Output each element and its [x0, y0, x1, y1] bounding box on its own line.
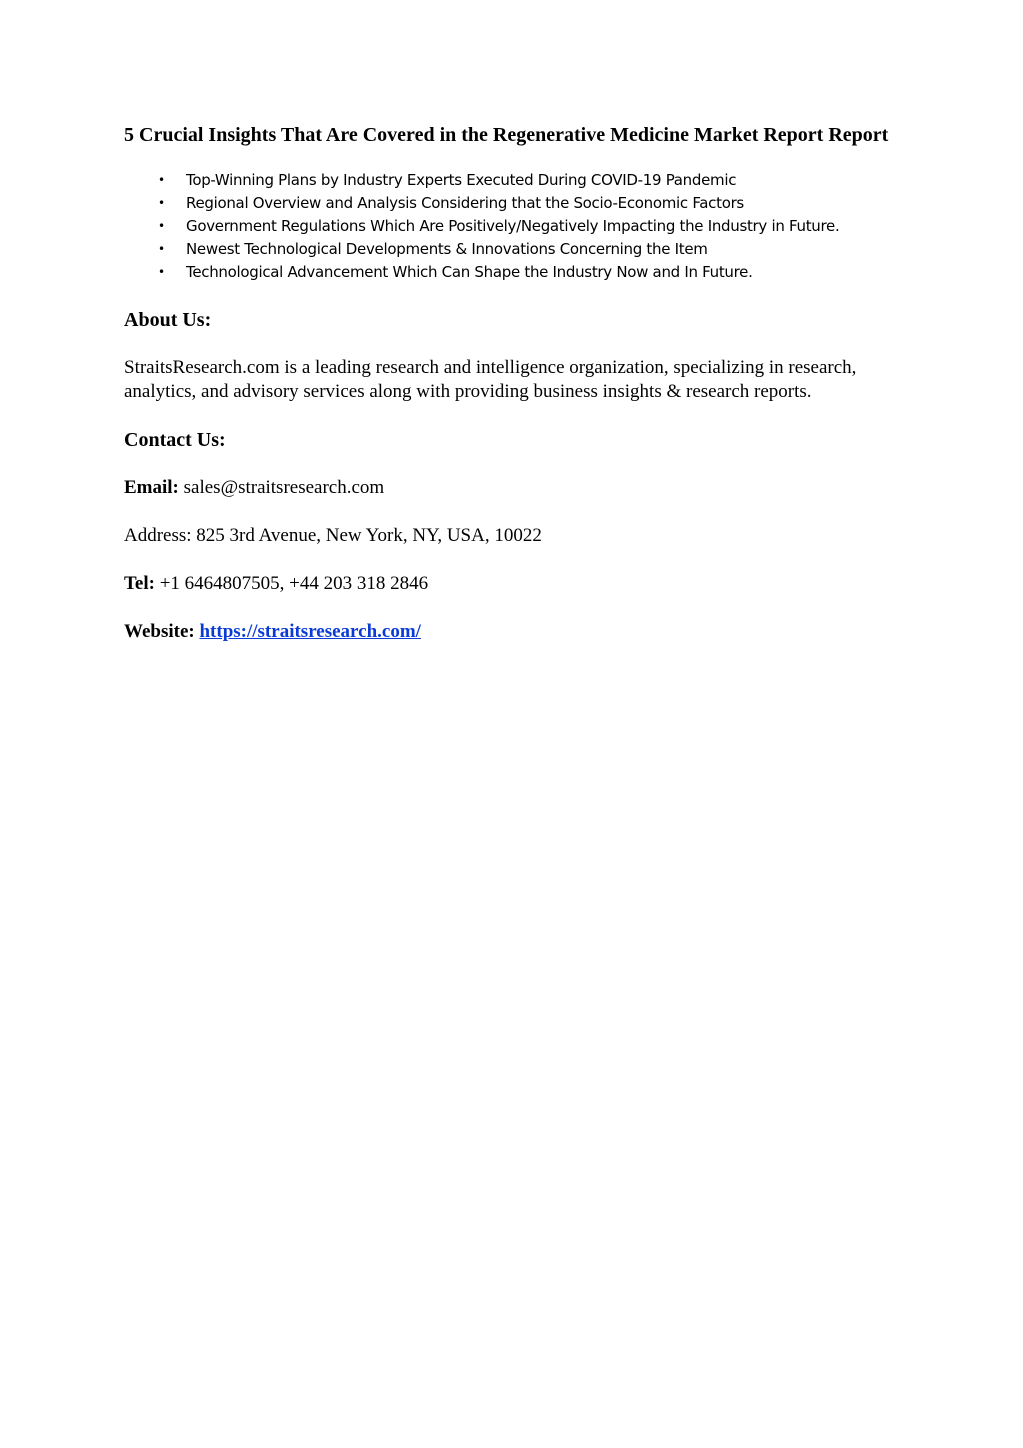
document-title: 5 Crucial Insights That Are Covered in the Regenerative Medicine Market Report Report [124, 124, 889, 146]
list-item-text: Newest Technological Developments & Innovations Concerning the Item [186, 240, 708, 258]
bullet-icon: • [158, 173, 165, 187]
address-line: Address: 825 3rd Avenue, New York, NY, USA, 10022 [124, 525, 542, 546]
list-item [158, 215, 914, 238]
list-item [158, 169, 914, 192]
bullet-icon: • [158, 219, 165, 233]
about-text: StraitsResearch.com is a leading research and intelligence organization, specializing in research, analytics, and advisory services along with providing business insights & research reports. [124, 357, 857, 402]
tel-value: +1 6464807505, +44 203 318 2846 [159, 573, 429, 594]
document-body [124, 123, 914, 644]
about-heading: About Us: [124, 309, 212, 331]
email-line [124, 476, 914, 500]
tel-line [124, 572, 914, 596]
list-item [158, 192, 914, 215]
list-item-text: Technological Advancement Which Can Shape the Industry Now and In Future. [186, 263, 753, 281]
list-item [158, 238, 914, 261]
list-item-text: Top-Winning Plans by Industry Experts Executed During COVID-19 Pandemic [186, 171, 737, 189]
insights-list [124, 169, 914, 284]
website-label: Website: [124, 621, 195, 642]
bullet-icon: • [158, 196, 165, 210]
bullet-icon: • [158, 242, 165, 256]
tel-label: Tel: [124, 573, 155, 594]
website-line [124, 620, 914, 644]
list-item [158, 261, 914, 284]
email-label: Email: [124, 477, 179, 498]
contact-heading: Contact Us: [124, 429, 226, 451]
list-item-text: Regional Overview and Analysis Considering that the Socio-Economic Factors [186, 194, 744, 212]
list-item-text: Government Regulations Which Are Positively/Negatively Impacting the Industry in Future. [186, 217, 840, 235]
email-value: sales@straitsresearch.com [183, 477, 385, 498]
bullet-icon: • [158, 265, 165, 279]
website-link[interactable]: https://straitsresearch.com/ [199, 621, 421, 642]
